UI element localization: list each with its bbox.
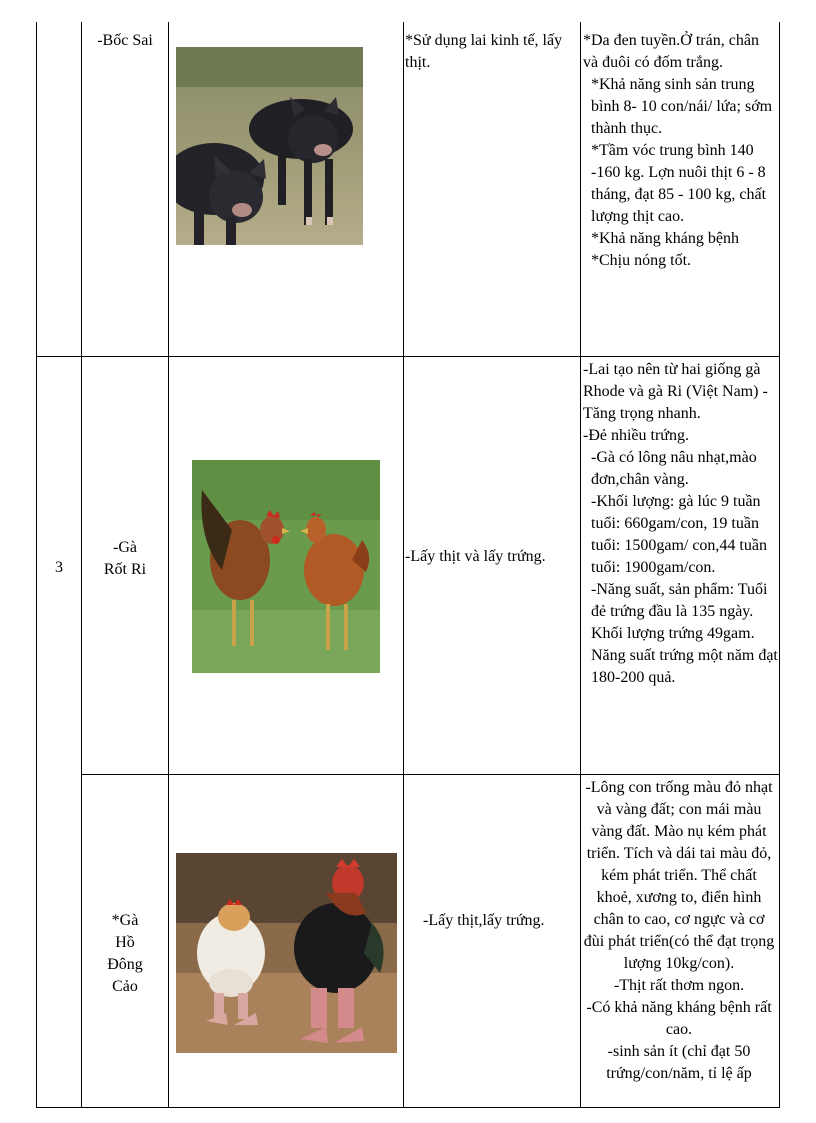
feature-text: *Tầm vóc trung bình 140 -160 kg. Lợn nuôi thịt 6 - 8 tháng, đạt 85 - 100 kg, chất lượng thịt cao. [591, 142, 767, 225]
feature-text: -Khối lượng: gà lúc 9 tuần tuổi: 660gam/con, 19 tuần tuổi: 1500gam/ con,44 tuần tuổi: 1900gam/con. [591, 493, 767, 576]
feature-text: -Lông con trống màu đỏ nhạt và vàng đất; con mái màu vàng đất. Mào nụ kém phát triển. Tích và dái tai màu đỏ, kém phát triển. Thể chất khoẻ, xương to, điển hình chân to cao, cơ ngực và cơ đùi phát triển(có thể đạt trọng lượng 10kg/con). [583, 779, 775, 972]
feature-text: *Chịu nóng tốt. [591, 252, 692, 269]
table-row-1-name: -Bốc Sai [97, 32, 153, 49]
feature-text: -Có khả năng kháng bệnh rất cao. [586, 999, 772, 1038]
table-row-2-features [583, 359, 778, 689]
table-row-2-stt: 3 [55, 559, 63, 576]
row-divider-2 [81, 774, 780, 775]
table-row-2-use: -Lấy thịt và lấy trứng. [405, 548, 546, 565]
table-divider-image [403, 22, 404, 1108]
feature-text: -Đẻ nhiều trứng. [583, 427, 689, 444]
feature-text: -Lai tạo nên từ hai giống gà Rhode và gà Ri (Việt Nam) -Tăng trọng nhanh. [583, 361, 768, 422]
ho-dong-cao-chicken-photo [176, 853, 397, 1053]
table-row-2-name: -Gà Rốt Ri [103, 539, 147, 578]
table-row-3-features [583, 777, 775, 1085]
table-border-right [779, 22, 780, 1108]
feature-text: -Thịt rất thơm ngon. [613, 977, 745, 994]
rot-ri-chicken-photo [192, 460, 380, 673]
table-divider-use [580, 22, 581, 1108]
table-row-1-features [583, 30, 778, 272]
table-row-1-use: *Sử dụng lai kinh tế, lấy thịt. [405, 32, 563, 71]
feature-text: -Năng suất, sản phẩm: Tuổi đẻ trứng đầu là 135 ngày. Khối lượng trứng 49gam. Năng suất trứng một năm đạt 180-200 quả. [591, 581, 778, 686]
feature-text: -Gà có lông nâu nhạt,mào đơn,chân vàng. [591, 449, 757, 488]
feature-text: *Khả năng sinh sản trung bình 8- 10 con/nái/ lứa; sớm thành thục. [591, 76, 773, 137]
table-border-bottom [36, 1107, 780, 1108]
table-divider-name [168, 22, 169, 1108]
feature-text: *Da đen tuyền.Ở trán, chân và đuôi có đốm trắng. [583, 32, 759, 71]
row-divider-1 [36, 356, 780, 357]
feature-text: -sinh sản ít (chỉ đạt 50 trứng/con/năm, tỉ lệ ấp [606, 1043, 752, 1082]
table-row-3-use: -Lấy thịt,lấy trứng. [423, 912, 545, 929]
feature-text: *Khả năng kháng bệnh [591, 230, 739, 247]
pig-photo [176, 47, 363, 245]
table-row-3-name: *Gà Hồ Đông Cảo [107, 912, 143, 995]
